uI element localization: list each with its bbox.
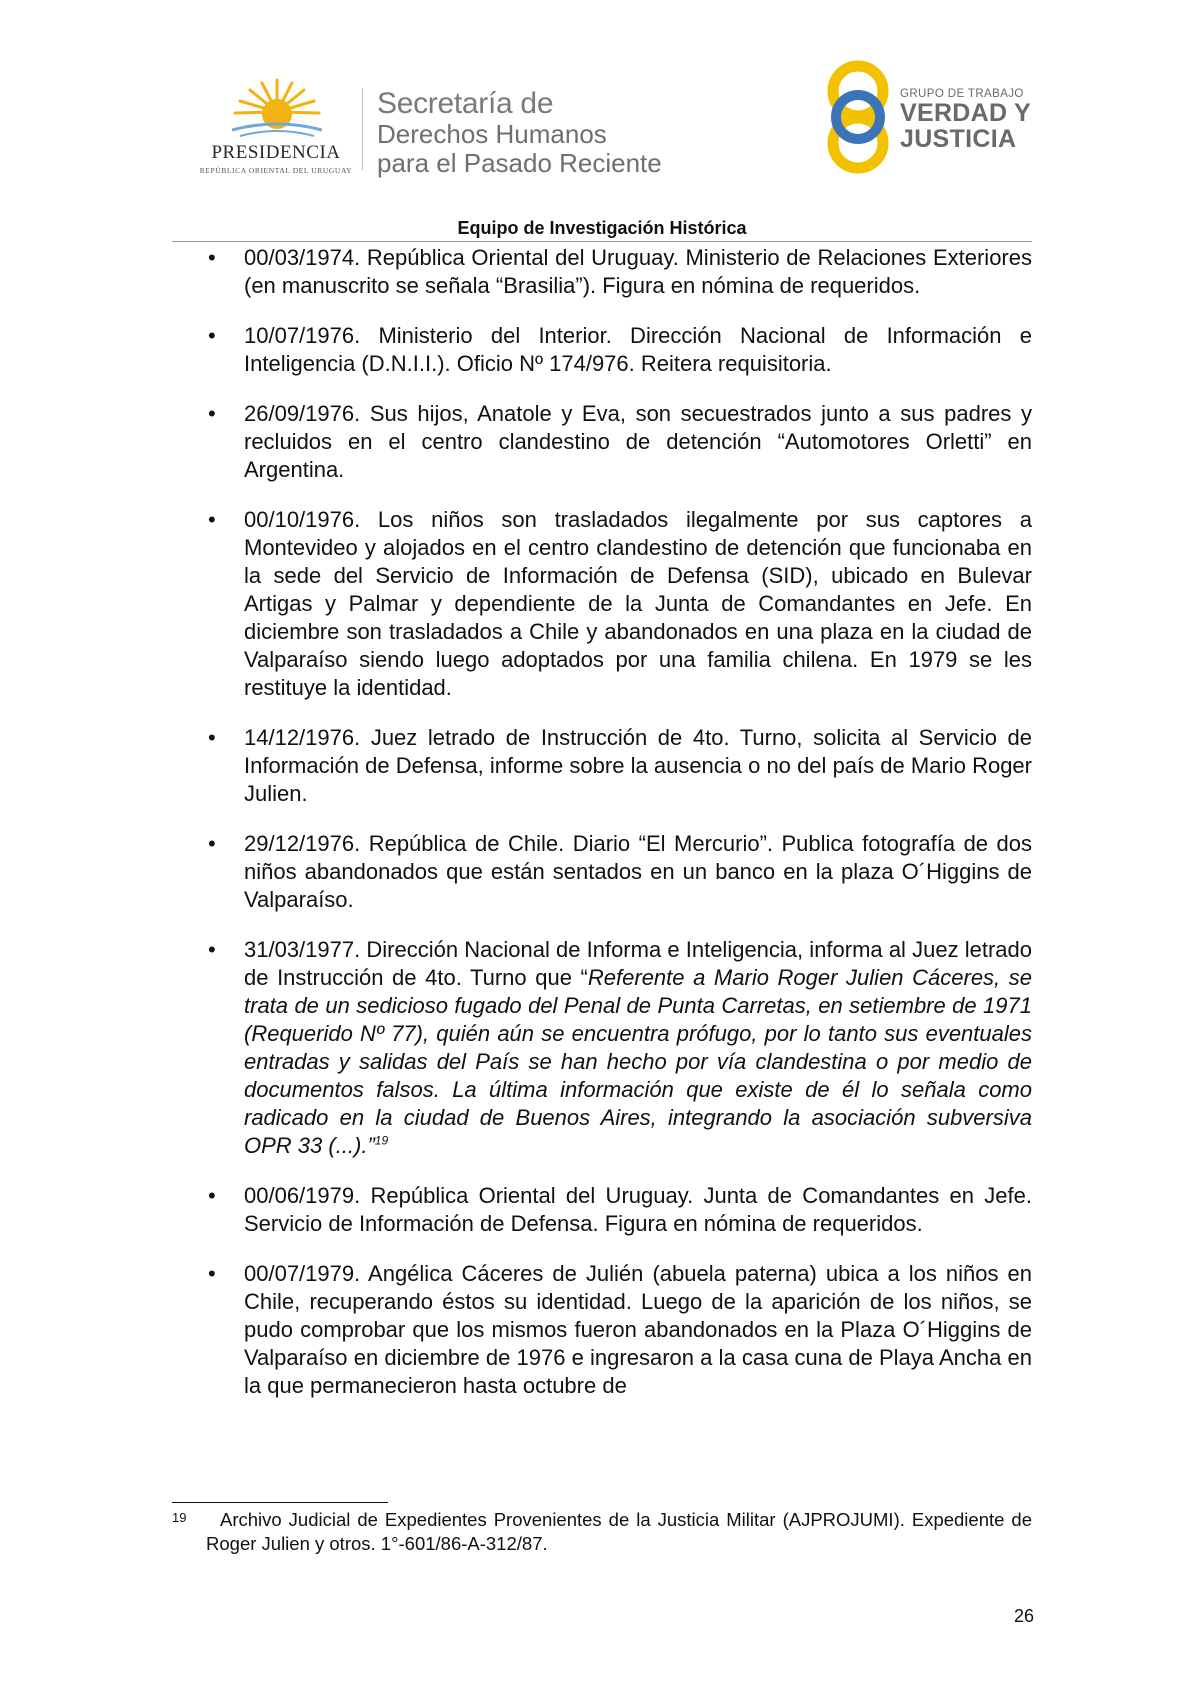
list-item — [172, 1260, 1032, 1400]
equipo-heading: Equipo de Investigación Histórica — [457, 218, 747, 238]
entry-text: 00/10/1976. Los niños son trasladados ilegalmente por sus captores a Montevideo y alojados en el centro clandestino de detención que funcionaba en la sede del Servicio de Información de Defensa (SID), ubicado en Bulevar Artigas y Palmar y dependiente de la Junta de Comandantes en Jefe. En diciembre son trasladados a Chile y abandonados en una plaza en la ciudad de Valparaíso siendo luego adoptados por una familia chilena. En 1979 se les restituye la identidad. — [244, 507, 1032, 700]
page-number: 26 — [1013, 1606, 1034, 1626]
footnote-text: Archivo Judicial de Expedientes Provenientes de la Justicia Militar (AJPROJUMI). Expediente de Roger Julien y otros. 1°-601/86-A-312/87. — [206, 1509, 1032, 1554]
list-item — [172, 400, 1032, 484]
bullet-icon: • — [208, 725, 216, 750]
entry-text: 10/07/1976. Ministerio del Interior. Dirección Nacional de Información e Inteligencia (D.N.I.I.). Oficio Nº 174/976. Reitera requisitoria. — [244, 323, 1032, 376]
entry-quote: Referente a Mario Roger Julien Cáceres, se trata de un sedicioso fugado del Penal de Punta Carretas, en setiembre de 1971 (Requerido Nº 77), quién aún se encuentra prófugo, por lo tanto sus eventuales entradas y salidas del País se han hecho por vía clandestina o por medio de documentos falsos. La última información que existe de él lo señala como radicado en la ciudad de Buenos Aires, integrando la asociación subversiva OPR 33 (...).” — [244, 965, 1032, 1158]
list-item — [172, 1182, 1032, 1238]
list-item — [172, 506, 1032, 702]
sun-icon — [232, 78, 322, 140]
secretaria-line-1: Secretaría de — [377, 87, 554, 120]
bullet-icon: • — [208, 1183, 216, 1208]
entry-text: 26/09/1976. Sus hijos, Anatole y Eva, son secuestrados junto a sus padres y recluidos en el centro clandestino de detención “Automotores Orletti” en Argentina. — [244, 401, 1032, 482]
entry-text: 00/07/1979. Angélica Cáceres de Julién (abuela paterna) ubica a los niños en Chile, recuperando éstos su identidad. Luego de la aparición de los niños, se pudo comprobar que los mismos fueron abandonados en la Plaza O´Higgins de Valparaíso en diciembre de 1976 e ingresaron a la casa cuna de Playa Ancha en la que permanecieron hasta octubre de — [244, 1261, 1032, 1398]
entry-text: 29/12/1976. República de Chile. Diario “El Mercurio”. Publica fotografía de dos niños abandonados que están sentados en un banco en la plaza O´Higgins de Valparaíso. — [244, 831, 1032, 912]
verdad-label: VERDAD Y — [900, 99, 1032, 127]
page-header — [0, 0, 1190, 230]
header-rule — [172, 241, 1032, 242]
list-item — [172, 830, 1032, 914]
justicia-label: JUSTICIA — [900, 125, 1017, 153]
presidencia-title: PRESIDENCIA — [211, 142, 341, 163]
presidencia-logo — [196, 78, 356, 178]
list-item — [172, 724, 1032, 808]
bullet-icon: • — [208, 401, 216, 426]
entry-text: 31/03/1977. Dirección Nacional de Informa e Inteligencia, informa al Juez letrado de Instrucción de 4to. Turno que “ — [244, 937, 1032, 990]
list-item — [172, 936, 1032, 1160]
presidencia-subtitle: REPÚBLICA ORIENTAL DEL URUGUAY — [199, 166, 353, 175]
verdad-justicia-text — [900, 88, 1060, 152]
header-divider — [362, 88, 363, 170]
entry-text: 00/06/1979. República Oriental del Uruguay. Junta de Comandantes en Jefe. Servicio de Información de Defensa. Figura en nómina de requeridos. — [244, 1183, 1032, 1236]
bullet-icon: • — [208, 323, 216, 348]
entry-text: 14/12/1976. Juez letrado de Instrucción de 4to. Turno, solicita al Servicio de Información de Defensa, informe sobre la ausencia o no del país de Mario Roger Julien. — [244, 725, 1032, 806]
footnote-number: 19 — [172, 1510, 187, 1525]
body-content — [172, 244, 1032, 1422]
bullet-icon: • — [208, 831, 216, 856]
secretaria-line-2: Derechos Humanos — [377, 119, 607, 149]
bullet-icon: • — [208, 1261, 216, 1286]
bullet-icon: • — [208, 507, 216, 532]
secretaria-logo — [377, 88, 717, 178]
footnote-separator — [172, 1502, 388, 1503]
entry-text: 00/03/1974. República Oriental del Uruguay. Ministerio de Relaciones Exteriores (en manuscrito se señala “Brasilia”). Figura en nómina de requeridos. — [244, 245, 1032, 298]
grupo-trabajo-label: GRUPO DE TRABAJO — [900, 88, 1024, 100]
list-item — [172, 322, 1032, 378]
chronology-list — [172, 244, 1032, 1400]
secretaria-line-3: para el Pasado Reciente — [377, 148, 662, 178]
verdad-justicia-logo — [822, 58, 1042, 178]
footnote-ref[interactable]: 19 — [374, 1133, 389, 1148]
rings-icon — [822, 58, 902, 178]
list-item — [172, 244, 1032, 300]
bullet-icon: • — [208, 937, 216, 962]
bullet-icon: • — [208, 245, 216, 270]
